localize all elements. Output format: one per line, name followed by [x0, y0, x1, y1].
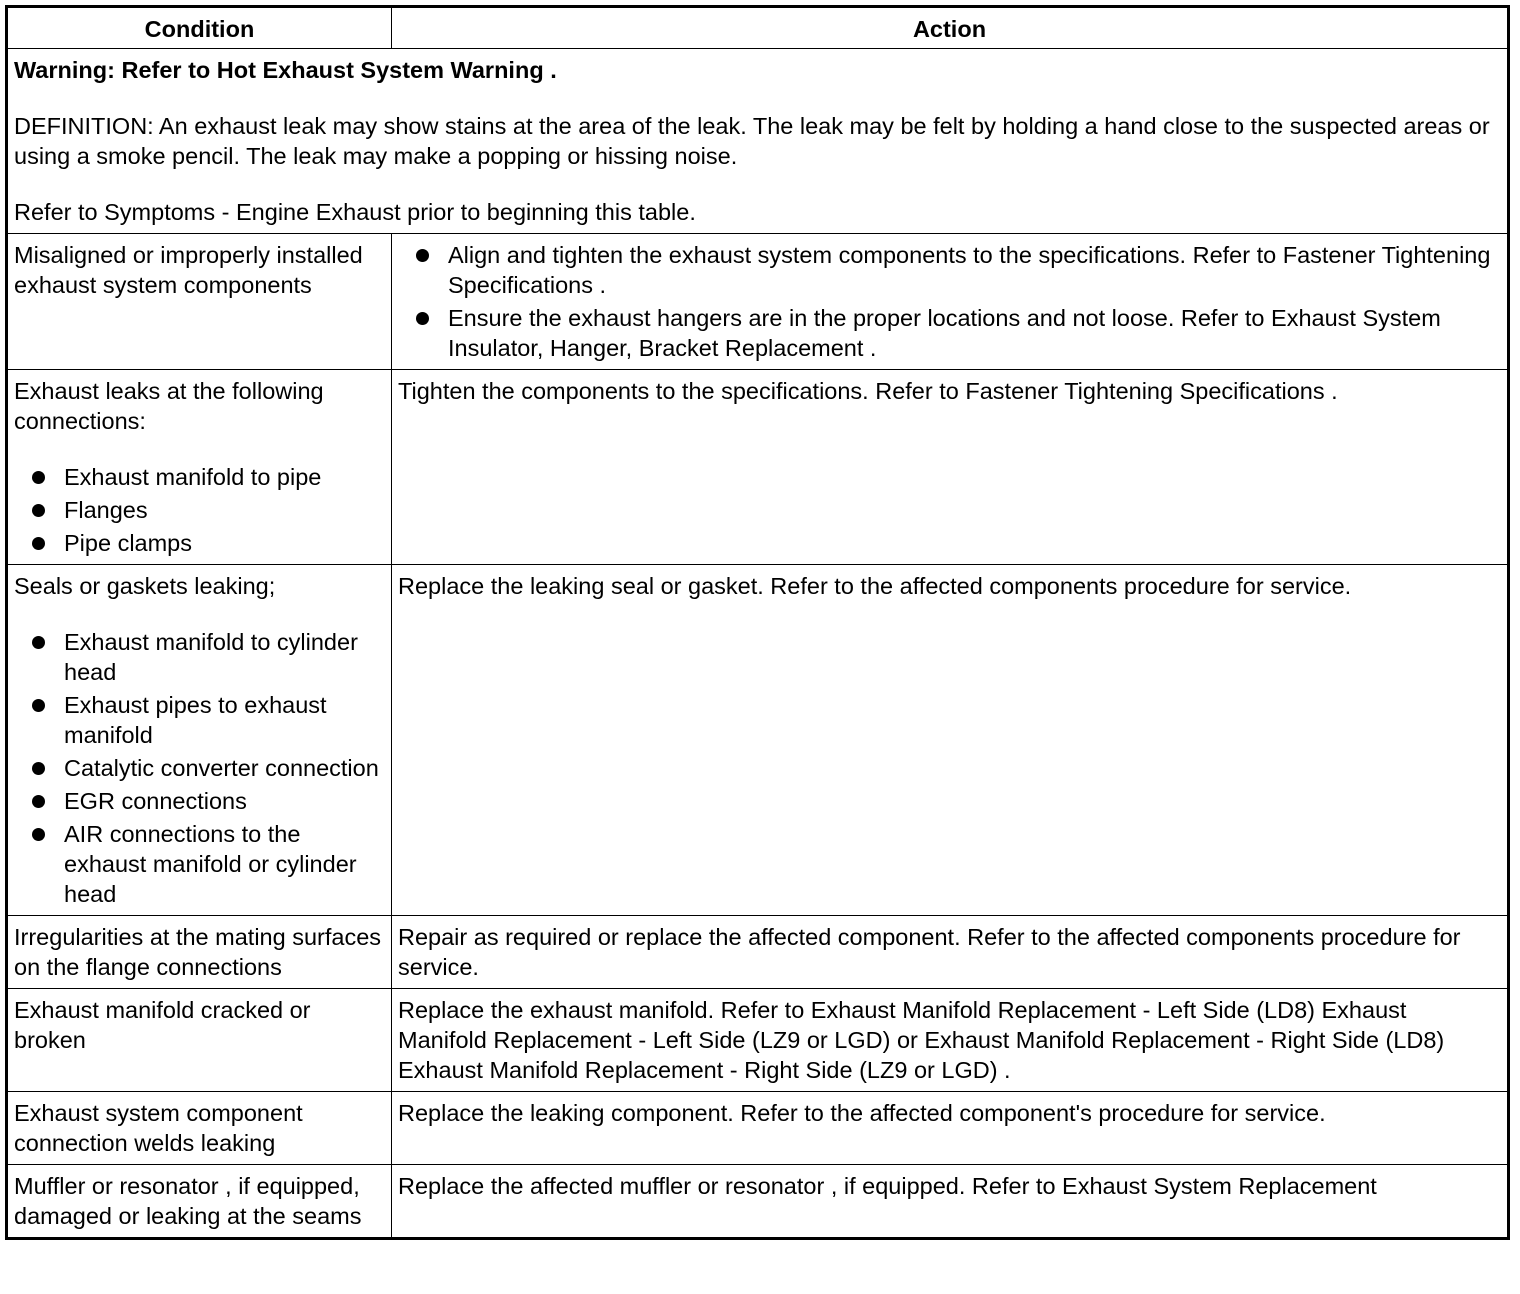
table-row: [7, 370, 1509, 565]
bullet-icon: [32, 795, 45, 808]
action-cell: Replace the leaking seal or gasket. Refer to the affected components procedure for service.: [392, 565, 1509, 916]
action-cell: [392, 234, 1509, 370]
document: [5, 5, 1507, 1240]
table-row: [7, 1092, 1509, 1165]
condition-cell: Misaligned or improperly installed exhaust system components: [7, 234, 392, 370]
bullet-icon: [32, 636, 45, 649]
list-item: Catalytic converter connection: [14, 753, 385, 783]
condition-cell: Exhaust leaks at the following connections: Exhaust manifold to pipe Flanges Pipe clamps: [7, 370, 392, 565]
condition-header: Condition: [7, 7, 392, 49]
table-row: [7, 234, 1509, 370]
table-row: [7, 916, 1509, 989]
action-header: Action: [392, 7, 1509, 49]
action-cell: Replace the exhaust manifold. Refer to Exhaust Manifold Replacement - Left Side (LD8) Exhaust Manifold Replacement - Left Side (LZ9 or LGD) or Exhaust Manifold Replacement - Right Side (LD8) Exhaust Manifold Replacement - Right Side (LZ9 or LGD) .: [392, 989, 1509, 1092]
list-item: Flanges: [14, 495, 385, 525]
definition-text: DEFINITION: An exhaust leak may show stains at the area of the leak. The leak may be felt by holding a hand close to the suspected areas or using a smoke pencil. The leak may make a popping or hissing noise.: [14, 113, 1490, 169]
action-cell: Tighten the components to the specifications. Refer to Fastener Tightening Specifications .: [392, 370, 1509, 565]
condition-cell: Exhaust manifold cracked or broken: [7, 989, 392, 1092]
bullet-icon: [416, 249, 429, 262]
table-row: [7, 1165, 1509, 1239]
bullet-icon: [32, 762, 45, 775]
condition-cell: Exhaust system component connection welds leaking: [7, 1092, 392, 1165]
bullet-icon: [32, 504, 45, 517]
action-cell: Replace the affected muffler or resonator , if equipped. Refer to Exhaust System Replacement: [392, 1165, 1509, 1239]
list-item: Exhaust manifold to pipe: [14, 462, 385, 492]
action-cell: Repair as required or replace the affected component. Refer to the affected components procedure for service.: [392, 916, 1509, 989]
condition-cell: Seals or gaskets leaking; Exhaust manifold to cylinder head Exhaust pipes to exhaust manifold Catalytic converter connection EGR connections AIR connections to the exhaust manifold or cylinder head: [7, 565, 392, 916]
list-item: EGR connections: [14, 786, 385, 816]
bullet-icon: [32, 699, 45, 712]
list-item: Align and tighten the exhaust system components to the specifications. Refer to Fastener Tightening Specifications .: [398, 240, 1501, 300]
warning-text: Warning: Refer to Hot Exhaust System Warning .: [14, 57, 557, 83]
table-row: [7, 989, 1509, 1092]
diagnostic-table: [5, 5, 1510, 1240]
list-item: Pipe clamps: [14, 528, 385, 558]
intro-cell: [7, 49, 1509, 234]
bullet-icon: [32, 828, 45, 841]
condition-cell: Muffler or resonator , if equipped, damaged or leaking at the seams: [7, 1165, 392, 1239]
table-row: [7, 565, 1509, 916]
list-item: Ensure the exhaust hangers are in the proper locations and not loose. Refer to Exhaust System Insulator, Hanger, Bracket Replacement .: [398, 303, 1501, 363]
intro-row: [7, 49, 1509, 234]
bullet-icon: [32, 471, 45, 484]
condition-cell: Irregularities at the mating surfaces on the flange connections: [7, 916, 392, 989]
list-item: Exhaust manifold to cylinder head: [14, 627, 385, 687]
list-item: Exhaust pipes to exhaust manifold: [14, 690, 385, 750]
bullet-icon: [32, 537, 45, 550]
refer-text: Refer to Symptoms - Engine Exhaust prior to beginning this table.: [14, 199, 696, 225]
action-cell: Replace the leaking component. Refer to the affected component's procedure for service.: [392, 1092, 1509, 1165]
bullet-icon: [416, 312, 429, 325]
header-row: [7, 7, 1509, 49]
list-item: AIR connections to the exhaust manifold or cylinder head: [14, 819, 385, 909]
